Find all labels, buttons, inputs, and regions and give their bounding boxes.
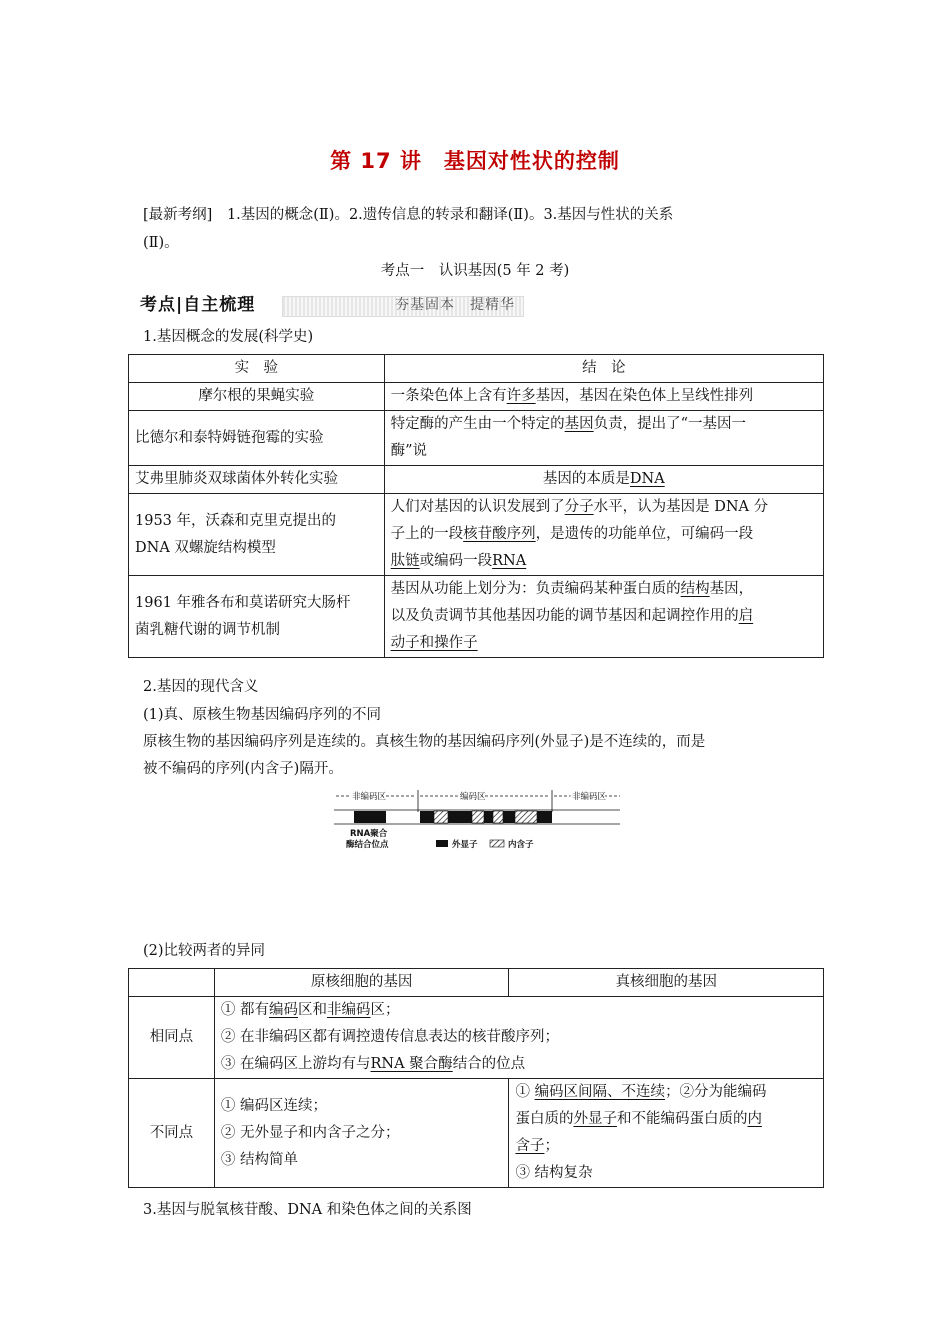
header-eukaryote: 真核细胞的基因 [509, 969, 824, 997]
heading-2-1: (1)真、原核生物基因编码序列的不同 [143, 707, 382, 723]
section-heading: 考点一 认识基因(5 年 2 考) [380, 263, 570, 279]
paragraph-line: 被不编码的序列(内含子)隔开。 [143, 761, 343, 777]
intron-block [472, 811, 484, 823]
right-region-label: 非编码区 [572, 792, 607, 802]
header-conclusion: 结 论 [384, 355, 823, 383]
diff-label: 不同点 [129, 1079, 215, 1188]
header-experiment: 实 验 [129, 355, 385, 383]
intron-block [515, 811, 537, 823]
paragraph-line: 原核生物的基因编码序列是连续的。真核生物的基因编码序列(外显子)是不连续的，而是 [143, 734, 706, 750]
intron-block [493, 811, 503, 823]
heading-2: 2.基因的现代含义 [143, 679, 259, 695]
table-row [129, 466, 824, 494]
cell-conclusion: 特定酶的产生由一个特定的基因负责，提出了“一基因一 酶”说 [384, 411, 823, 466]
exon-block [420, 811, 434, 823]
left-region-label: 非编码区 [352, 792, 387, 802]
table-header-row [129, 355, 824, 383]
banner-tagline: 夯基固本 提精华 [395, 297, 515, 313]
heading-3: 3.基因与脱氧核苷酸、DNA 和染色体之间的关系图 [143, 1202, 472, 1218]
header-prokaryote: 原核细胞的基因 [214, 969, 509, 997]
banner-label: 考点|自主梳理 [140, 295, 256, 315]
legend-intron-swatch [490, 840, 504, 847]
legend-intron-label: 内含子 [508, 840, 534, 850]
cell-experiment: 比德尔和泰特姆链孢霉的实验 [129, 411, 385, 466]
site-label: RNA聚合 [350, 829, 388, 839]
cell-conclusion: 一条染色体上含有许多基因，基因在染色体上呈线性排列 [384, 383, 823, 411]
page-title: 第 17 讲 基因对性状的控制 [330, 149, 620, 173]
table-row [129, 1079, 824, 1188]
syllabus-tag: [最新考纲] [143, 207, 213, 223]
cell-experiment: 1961 年雅各布和莫诺研究大肠杆 菌乳糖代谢的调节机制 [129, 576, 385, 658]
cell-experiment: 摩尔根的果蝇实验 [129, 383, 385, 411]
exon-block [503, 811, 515, 823]
heading-2-2: (2)比较两者的异同 [143, 943, 266, 959]
section-banner [140, 292, 524, 319]
rna-polymerase-site [354, 811, 386, 823]
cell-experiment: 艾弗里肺炎双球菌体外转化实验 [129, 466, 385, 494]
cell-conclusion: 人们对基因的认识发展到了分子水平，认为基因是 DNA 分 子上的一段核苷酸序列，是遗传的功能单位，可编码一段 肽链或编码一段RNA [384, 494, 823, 576]
exon-block [537, 811, 552, 823]
table-header-row [129, 969, 824, 997]
table-row [129, 997, 824, 1079]
cell-experiment: 1953 年，沃森和克里克提出的 DNA 双螺旋结构模型 [129, 494, 385, 576]
legend-exon-label: 外显子 [452, 840, 478, 850]
table-row [129, 576, 824, 658]
same-label: 相同点 [129, 997, 215, 1079]
exon-block [448, 811, 472, 823]
prokaryote-diff: ① 编码区连续； ② 无外显子和内含子之分； ③ 结构简单 [214, 1079, 509, 1188]
heading-1: 1.基因概念的发展(科学史) [143, 329, 314, 345]
eukaryote-diff: ① 编码区间隔、不连续；②分为能编码 蛋白质的外显子和不能编码蛋白质的内 含子； ③ 结构复杂 [509, 1079, 824, 1188]
gene-comparison-table [128, 968, 824, 1188]
syllabus-text: 1.基因的概念(Ⅱ)。2.遗传信息的转录和翻译(Ⅱ)。3.基因与性状的关系 [226, 207, 674, 223]
site-label: 酶结合位点 [346, 840, 389, 850]
legend-exon-swatch [436, 840, 448, 847]
gene-history-table [128, 354, 824, 658]
table-row [129, 494, 824, 576]
exon-block [484, 811, 493, 823]
table-row [129, 411, 824, 466]
syllabus-line-2: (Ⅱ)。 [143, 235, 179, 251]
cell-conclusion: 基因的本质是DNA [384, 466, 823, 494]
cell-conclusion: 基因从功能上划分为：负责编码某种蛋白质的结构基因， 以及负责调节其他基因功能的调节基因和起调控作用的启 动子和操作子 [384, 576, 823, 658]
same-points: ① 都有编码区和非编码区； ② 在非编码区都有调控遗传信息表达的核苷酸序列； ③ 在编码区上游均有与RNA 聚合酶结合的位点 [214, 997, 823, 1079]
intron-block [434, 811, 448, 823]
syllabus-line-1 [143, 202, 673, 229]
mid-region-label: 编码区 [460, 792, 486, 802]
table-row [129, 383, 824, 411]
gene-structure-diagram [332, 786, 622, 856]
